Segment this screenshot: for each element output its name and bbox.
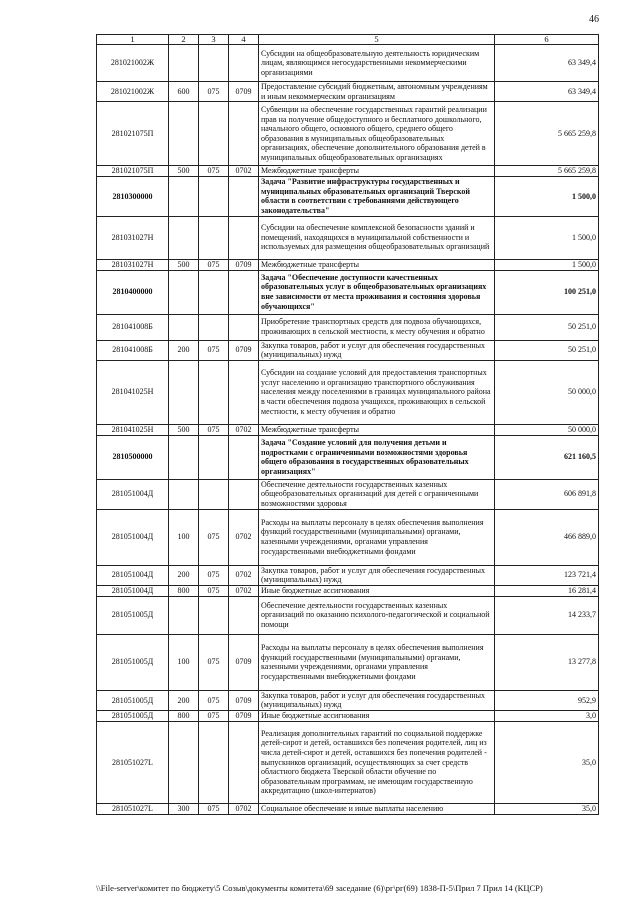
file-path-footer: \\File-server\комитет по бюджету\5 Созыв\документы комитета\69 заседание (6)\рг\рг(69) 1838-П-5\Прил 7 Прил 14 (КЦСР) xyxy=(96,883,543,893)
code-cell: 281051004Д xyxy=(97,479,169,509)
group-cell: 800 xyxy=(169,710,199,721)
ministry-cell xyxy=(199,479,229,509)
group-cell: 500 xyxy=(169,166,199,177)
table-row xyxy=(97,803,599,814)
table-row xyxy=(97,216,599,259)
table-row xyxy=(97,585,599,596)
amount-cell: 50 251,0 xyxy=(495,314,599,340)
group-cell xyxy=(169,270,199,314)
section-cell xyxy=(229,45,259,82)
group-cell xyxy=(169,360,199,424)
group-cell: 200 xyxy=(169,565,199,585)
ministry-cell xyxy=(199,216,229,259)
section-cell xyxy=(229,721,259,803)
name-cell: Межбюджетные трансферты xyxy=(259,166,495,177)
section-cell xyxy=(229,102,259,166)
section-cell: 0702 xyxy=(229,565,259,585)
group-cell: 200 xyxy=(169,690,199,710)
code-cell: 281021075П xyxy=(97,102,169,166)
section-cell: 0709 xyxy=(229,710,259,721)
ministry-cell: 075 xyxy=(199,690,229,710)
section-cell: 0702 xyxy=(229,424,259,435)
group-cell: 500 xyxy=(169,424,199,435)
table-row xyxy=(97,710,599,721)
amount-cell: 100 251,0 xyxy=(495,270,599,314)
table-row xyxy=(97,82,599,102)
ministry-cell: 075 xyxy=(199,565,229,585)
amount-cell: 606 891,8 xyxy=(495,479,599,509)
ministry-cell: 075 xyxy=(199,803,229,814)
amount-cell: 16 281,4 xyxy=(495,585,599,596)
ministry-cell xyxy=(199,45,229,82)
amount-cell: 35,0 xyxy=(495,721,599,803)
name-cell: Социальное обеспечение и иные выплаты населению xyxy=(259,803,495,814)
name-cell: Обеспечение деятельности государственных казенных общеобразовательных организаций для детей с ограниченными возможностями здоровья xyxy=(259,479,495,509)
ministry-cell xyxy=(199,721,229,803)
ministry-cell: 075 xyxy=(199,634,229,690)
name-cell: Субвенции на обеспечение государственных гарантий реализации прав на получение общедоступного и бесплатного дошкольного, начального общего, основного общего, среднего общего образования в муниципальных общеобразовательных организациях, обеспечение дополнительного образования детей в муниципальных общеобразовательных организациях xyxy=(259,102,495,166)
code-cell: 281051005Д xyxy=(97,690,169,710)
code-cell: 281041025Н xyxy=(97,360,169,424)
section-cell xyxy=(229,314,259,340)
section-cell: 0709 xyxy=(229,259,259,270)
table-row xyxy=(97,479,599,509)
section-cell: 0709 xyxy=(229,634,259,690)
code-cell: 281021002Ж xyxy=(97,45,169,82)
amount-cell: 621 160,5 xyxy=(495,435,599,479)
header-cell: 4 xyxy=(229,35,259,45)
name-cell: Межбюджетные трансферты xyxy=(259,424,495,435)
page-number: 46 xyxy=(589,14,599,25)
ministry-cell xyxy=(199,435,229,479)
amount-cell: 50 000,0 xyxy=(495,360,599,424)
amount-cell: 63 349,4 xyxy=(495,45,599,82)
amount-cell: 63 349,4 xyxy=(495,82,599,102)
group-cell: 500 xyxy=(169,259,199,270)
code-cell: 281021075П xyxy=(97,166,169,177)
section-cell xyxy=(229,479,259,509)
name-cell: Субсидии на обеспечение комплексной безопасности зданий и помещений, находящихся в муниципальной собственности и используемых для размещения общеобразовательных организаций xyxy=(259,216,495,259)
code-cell: 2810400000 xyxy=(97,270,169,314)
section-cell: 0709 xyxy=(229,340,259,360)
ministry-cell: 075 xyxy=(199,585,229,596)
name-cell: Задача "Создание условий для получения детьми и подростками с ограниченными возможностями здоровья общего образования в государственных образовательных организациях" xyxy=(259,435,495,479)
header-cell: 1 xyxy=(97,35,169,45)
section-cell: 0702 xyxy=(229,585,259,596)
budget-table xyxy=(96,34,599,815)
group-cell xyxy=(169,216,199,259)
group-cell: 300 xyxy=(169,803,199,814)
table-row xyxy=(97,360,599,424)
name-cell: Предоставление субсидий бюджетным, автономным учреждениям и иным некоммерческим организациям xyxy=(259,82,495,102)
ministry-cell: 075 xyxy=(199,340,229,360)
code-cell: 281051027L xyxy=(97,721,169,803)
code-cell: 281051005Д xyxy=(97,710,169,721)
amount-cell: 13 277,8 xyxy=(495,634,599,690)
name-cell: Иные бюджетные ассигнования xyxy=(259,585,495,596)
table-row xyxy=(97,45,599,82)
amount-cell: 123 721,4 xyxy=(495,565,599,585)
group-cell: 200 xyxy=(169,340,199,360)
code-cell: 281051027L xyxy=(97,803,169,814)
table-row xyxy=(97,596,599,634)
group-cell xyxy=(169,479,199,509)
code-cell: 281051005Д xyxy=(97,634,169,690)
ministry-cell: 075 xyxy=(199,509,229,565)
table-row xyxy=(97,424,599,435)
group-cell xyxy=(169,314,199,340)
code-cell: 281041008Б xyxy=(97,340,169,360)
group-cell: 100 xyxy=(169,509,199,565)
amount-cell: 1 500,0 xyxy=(495,216,599,259)
table-row xyxy=(97,270,599,314)
group-cell: 600 xyxy=(169,82,199,102)
ministry-cell xyxy=(199,102,229,166)
group-cell xyxy=(169,596,199,634)
section-cell: 0709 xyxy=(229,82,259,102)
group-cell xyxy=(169,45,199,82)
table-row xyxy=(97,509,599,565)
table-row xyxy=(97,259,599,270)
code-cell: 281041025Н xyxy=(97,424,169,435)
ministry-cell xyxy=(199,596,229,634)
code-cell: 281041008Б xyxy=(97,314,169,340)
name-cell: Обеспечение деятельности государственных казенных организаций по оказанию психолого-педагогической и социальной помощи xyxy=(259,596,495,634)
header-cell: 2 xyxy=(169,35,199,45)
amount-cell: 50 251,0 xyxy=(495,340,599,360)
code-cell: 281051005Д xyxy=(97,596,169,634)
amount-cell: 35,0 xyxy=(495,803,599,814)
amount-cell: 1 500,0 xyxy=(495,177,599,216)
amount-cell: 466 889,0 xyxy=(495,509,599,565)
code-cell: 281051004Д xyxy=(97,509,169,565)
ministry-cell xyxy=(199,177,229,216)
ministry-cell: 075 xyxy=(199,166,229,177)
name-cell: Закупка товаров, работ и услуг для обеспечения государственных (муниципальных) нужд xyxy=(259,690,495,710)
name-cell: Иные бюджетные ассигнования xyxy=(259,710,495,721)
code-cell: 281051004Д xyxy=(97,585,169,596)
section-cell xyxy=(229,270,259,314)
group-cell xyxy=(169,177,199,216)
code-cell: 281031027Н xyxy=(97,259,169,270)
section-cell xyxy=(229,596,259,634)
group-cell xyxy=(169,721,199,803)
table-row xyxy=(97,177,599,216)
ministry-cell xyxy=(199,360,229,424)
section-cell xyxy=(229,360,259,424)
section-cell xyxy=(229,435,259,479)
name-cell: Закупка товаров, работ и услуг для обеспечения государственных (муниципальных) нужд xyxy=(259,340,495,360)
table-row xyxy=(97,340,599,360)
name-cell: Закупка товаров, работ и услуг для обеспечения государственных (муниципальных) нужд xyxy=(259,565,495,585)
name-cell: Межбюджетные трансферты xyxy=(259,259,495,270)
group-cell xyxy=(169,435,199,479)
group-cell: 100 xyxy=(169,634,199,690)
header-cell: 3 xyxy=(199,35,229,45)
table-body xyxy=(97,45,599,815)
name-cell: Приобретение транспортных средств для подвоза обучающихся, проживающих в сельской местности, к месту обучения и обратно xyxy=(259,314,495,340)
name-cell: Задача "Развитие инфраструктуры государственных и муниципальных образовательных организаций Тверской области в соответствии с требованиями действующего законодательства" xyxy=(259,177,495,216)
name-cell: Реализация дополнительных гарантий по социальной поддержке детей-сирот и детей, оставшихся без попечения родителей, лиц из числа детей-сирот и детей, оставшихся без попечения родителей - выпускников организаций, осуществляющих за счет средств областного бюджета Тверской области обучение по образовательным программам, не имеющим государственную аккредитацию (школ-интернатов) xyxy=(259,721,495,803)
name-cell: Субсидии на общеобразовательную деятельность юридическим лицам, являющимся негосударственными некоммерческими организациями xyxy=(259,45,495,82)
section-cell: 0702 xyxy=(229,803,259,814)
table-row xyxy=(97,721,599,803)
table-row xyxy=(97,690,599,710)
section-cell: 0702 xyxy=(229,166,259,177)
ministry-cell xyxy=(199,270,229,314)
ministry-cell: 075 xyxy=(199,82,229,102)
code-cell: 2810300000 xyxy=(97,177,169,216)
amount-cell: 1 500,0 xyxy=(495,259,599,270)
amount-cell: 5 665 259,8 xyxy=(495,102,599,166)
section-cell xyxy=(229,216,259,259)
code-cell: 281031027Н xyxy=(97,216,169,259)
ministry-cell: 075 xyxy=(199,710,229,721)
amount-cell: 14 233,7 xyxy=(495,596,599,634)
header-row xyxy=(97,35,599,45)
amount-cell: 5 665 259,8 xyxy=(495,166,599,177)
ministry-cell xyxy=(199,314,229,340)
table-row xyxy=(97,634,599,690)
group-cell: 800 xyxy=(169,585,199,596)
code-cell: 2810500000 xyxy=(97,435,169,479)
code-cell: 281051004Д xyxy=(97,565,169,585)
section-cell xyxy=(229,177,259,216)
code-cell: 281021002Ж xyxy=(97,82,169,102)
name-cell: Расходы на выплаты персоналу в целях обеспечения выполнения функций государственными (муниципальными) органами, казенными учреждениями, органами управления государственными внебюджетными фондами xyxy=(259,509,495,565)
name-cell: Задача "Обеспечение доступности качественных образовательных услуг в общеобразовательных организациях вне зависимости от места проживания и состояния здоровья обучающихся" xyxy=(259,270,495,314)
name-cell: Расходы на выплаты персоналу в целях обеспечения выполнения функций государственными (муниципальными) органами, казенными учреждениями, органами управления государственными внебюджетными фондами xyxy=(259,634,495,690)
amount-cell: 3,0 xyxy=(495,710,599,721)
header-cell: 6 xyxy=(495,35,599,45)
table-row xyxy=(97,565,599,585)
group-cell xyxy=(169,102,199,166)
ministry-cell: 075 xyxy=(199,259,229,270)
section-cell: 0702 xyxy=(229,509,259,565)
header-cell: 5 xyxy=(259,35,495,45)
table-row xyxy=(97,166,599,177)
ministry-cell: 075 xyxy=(199,424,229,435)
amount-cell: 952,9 xyxy=(495,690,599,710)
name-cell: Субсидии на создание условий для предоставления транспортных услуг населению и организацию транспортного обслуживания населения между поселениями в границах муниципального района в части обеспечения подвоза учащихся, проживающих в сельской местности, к месту обучения и обратно xyxy=(259,360,495,424)
section-cell: 0709 xyxy=(229,690,259,710)
table-row xyxy=(97,314,599,340)
table-row xyxy=(97,435,599,479)
table-row xyxy=(97,102,599,166)
amount-cell: 50 000,0 xyxy=(495,424,599,435)
